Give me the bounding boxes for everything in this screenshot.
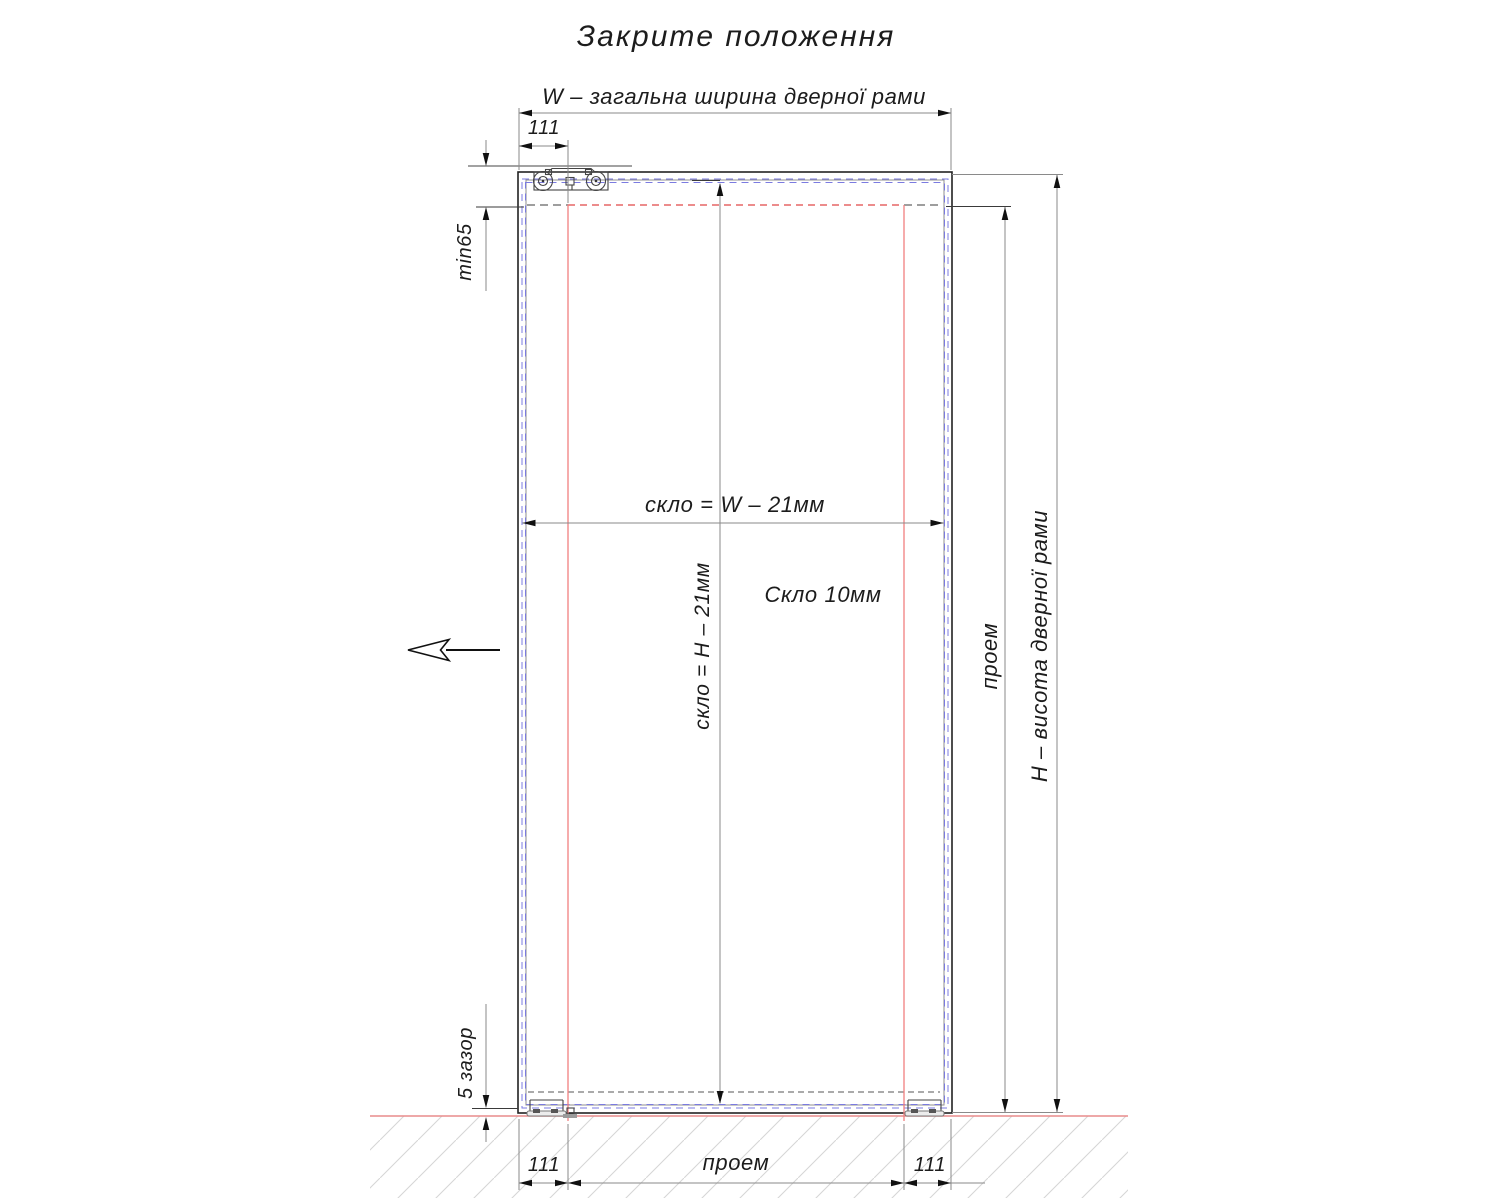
drawing-title: Закрите положення: [576, 20, 896, 53]
label-glass-height: скло = H – 21мм: [691, 562, 714, 730]
label-bottom-gap: 5 зазор: [455, 1027, 477, 1099]
dim-min65: [476, 140, 946, 291]
glass-panel-outline: [522, 179, 948, 1108]
opening-red-lines: [527, 205, 943, 1121]
label-bottom-left-111: 111: [527, 1154, 561, 1176]
label-bottom-opening: проем: [702, 1150, 770, 1175]
bottom-guide-left: [527, 1100, 577, 1118]
label-overall-width: W – загальна ширина дверної рами: [542, 84, 926, 109]
label-frame-height: H – висота дверної рами: [1027, 509, 1052, 783]
label-min65: min65: [454, 223, 476, 281]
label-glass-note: Скло 10мм: [764, 582, 882, 607]
label-glass-width: скло = W – 21мм: [645, 492, 825, 517]
label-bottom-right-111: 111: [913, 1154, 947, 1176]
label-top-offset-111: 111: [527, 117, 561, 139]
label-opening-vertical: проем: [977, 622, 1002, 690]
direction-arrow-icon: [408, 640, 500, 661]
dim-glass-width: [523, 520, 944, 527]
